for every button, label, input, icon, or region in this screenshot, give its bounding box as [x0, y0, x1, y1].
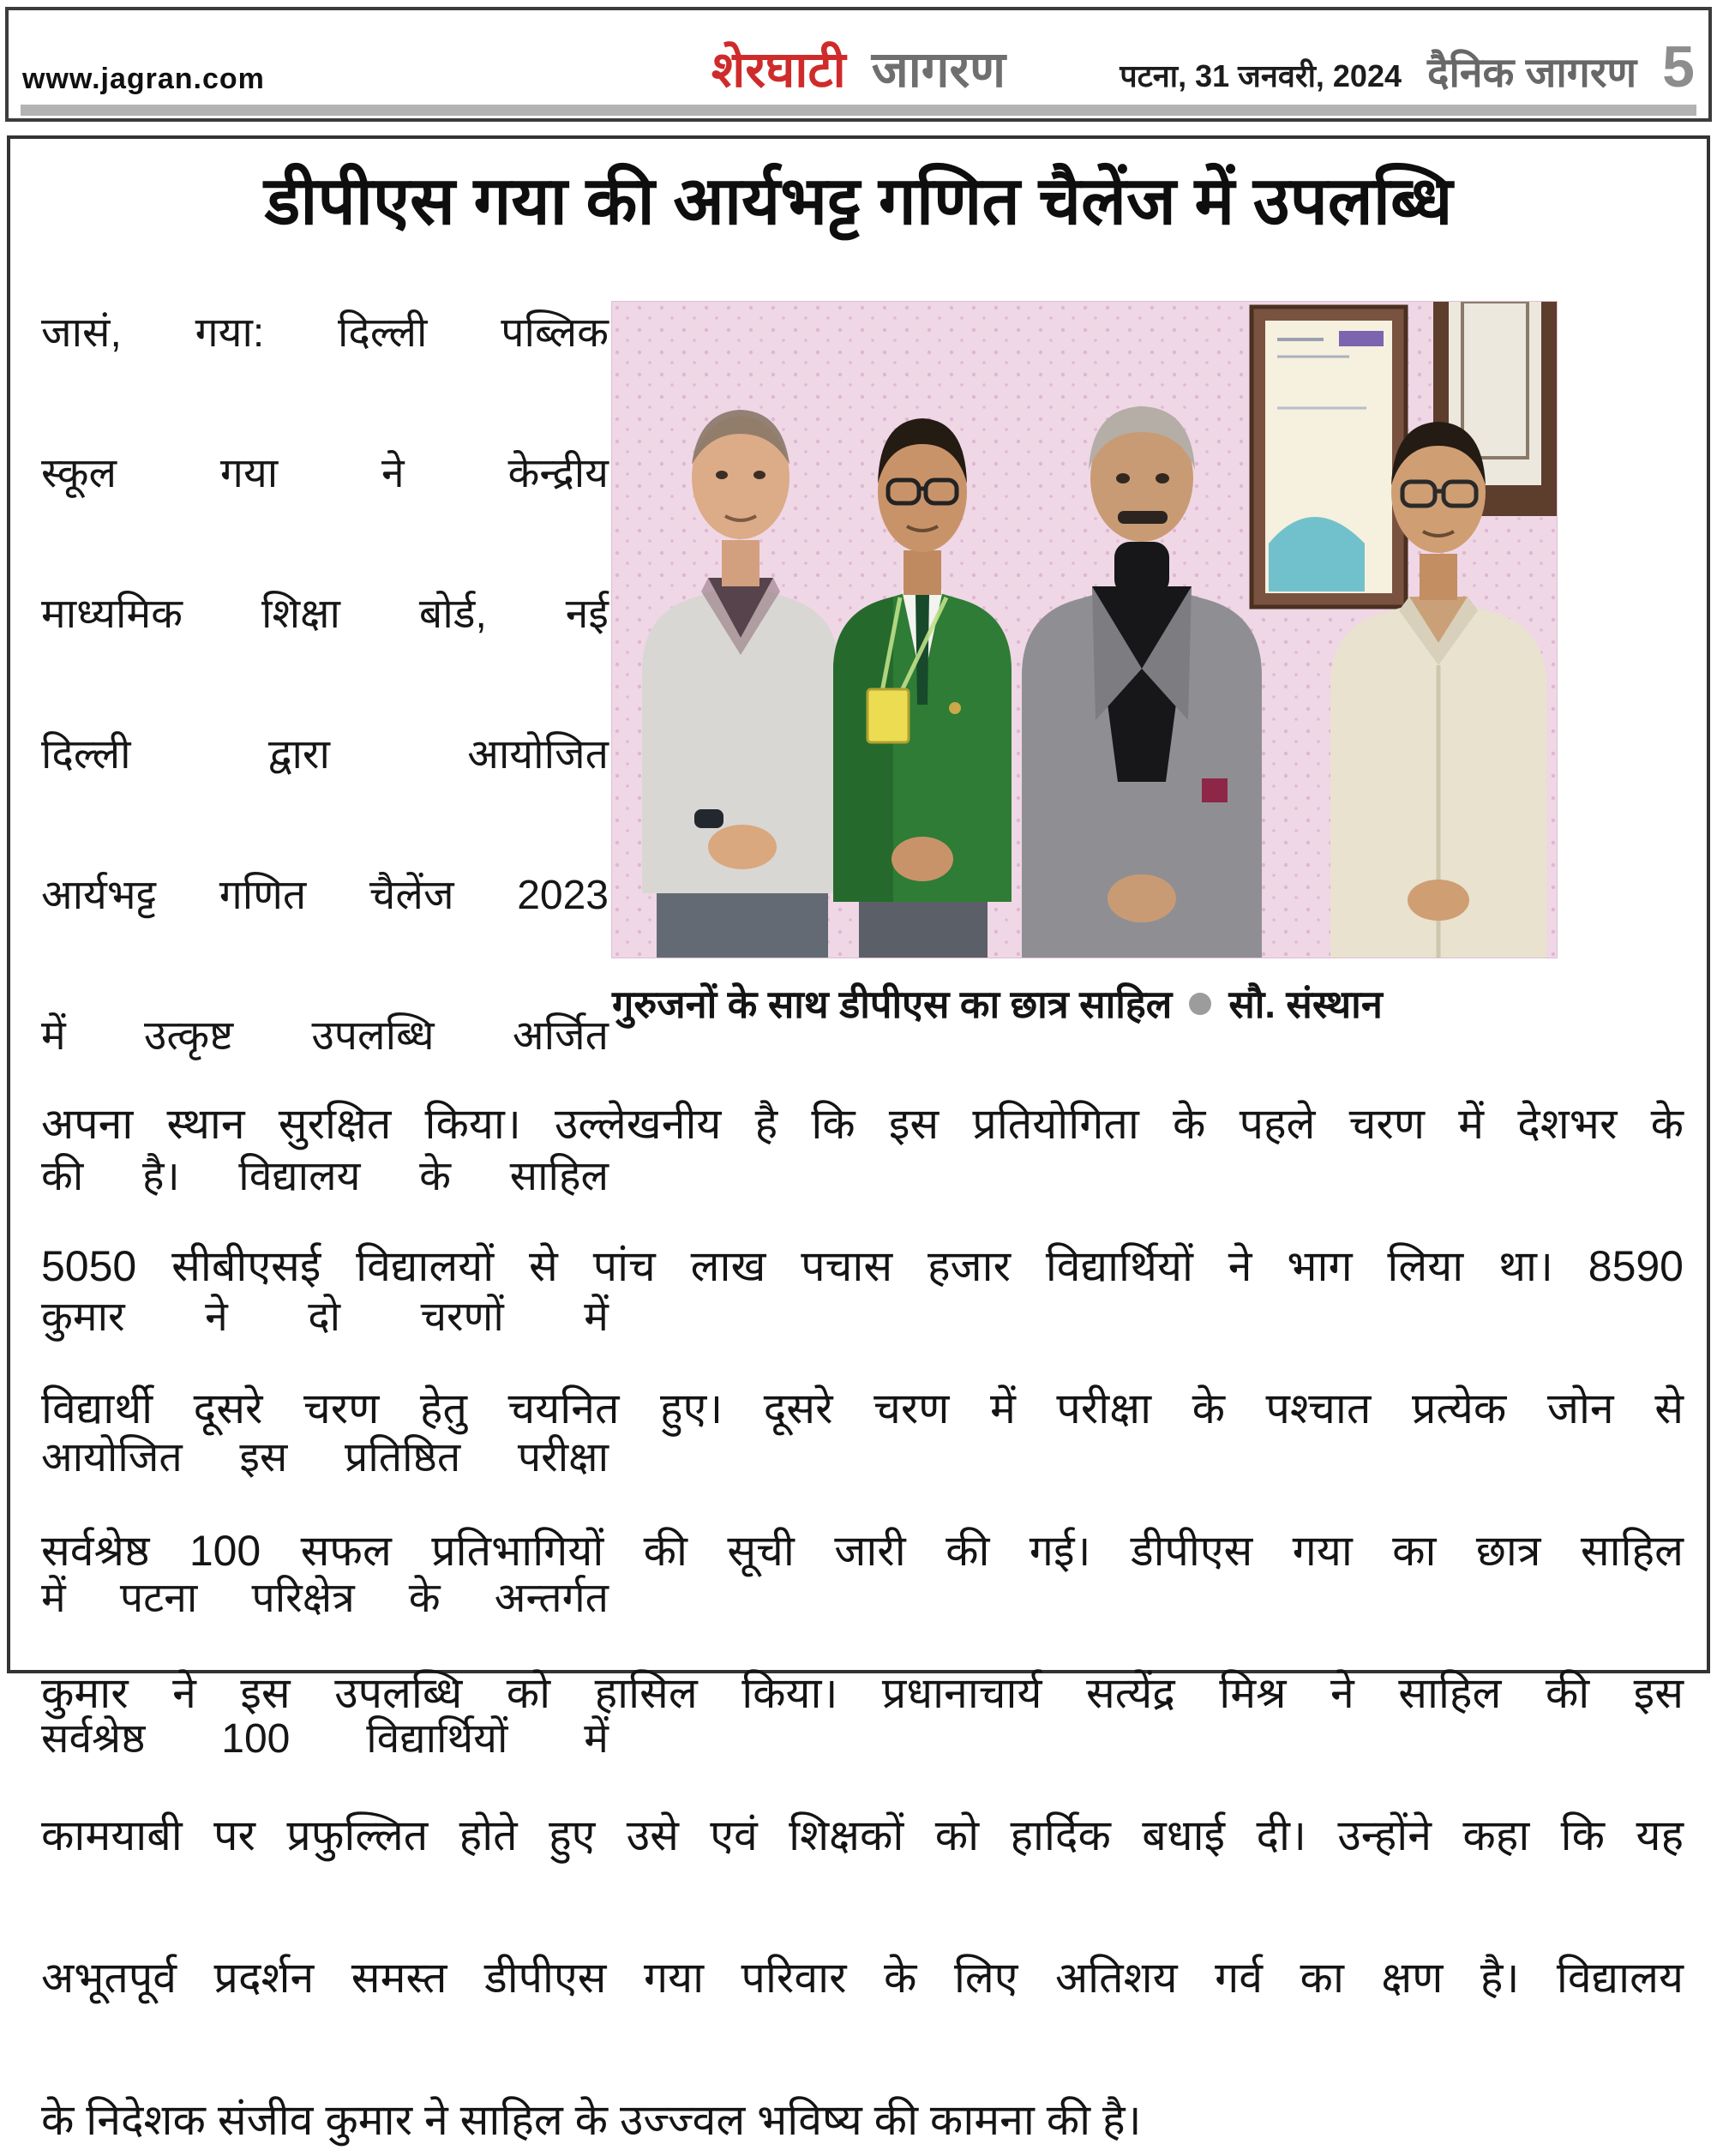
left-column-line: आयोजित इस प्रतिष्ठित परीक्षा — [41, 1435, 609, 1480]
body-line: सर्वश्रेष्ठ 100 सफल प्रतिभागियों की सूची जारी की गई। डीपीएस गया का छात्र साहिल — [41, 1527, 1684, 1575]
article-body — [41, 1089, 1684, 2156]
body-line: अपना स्थान सुरक्षित किया। उल्लेखनीय है कि इस प्रतियोगिता के पहले चरण में देशभर के — [41, 1100, 1684, 1148]
left-column-line: की है। विद्यालय के साहिल — [41, 1154, 609, 1199]
photo-caption: गुरुजनों के साथ डीपीएस का छात्र साहिल — [612, 982, 1173, 1026]
photo-caption-row — [612, 977, 1557, 1030]
left-column-line: स्कूल गया ने केन्द्रीय — [41, 451, 609, 496]
website-url: www.jagran.com — [22, 63, 265, 95]
body-line: के निदेशक संजीव कुमार ने साहिल के उज्ज्वल भविष्य की कामना की है। — [41, 2096, 1142, 2144]
wrist-watch — [694, 809, 723, 828]
article-headline: डीपीएस गया की आर्यभट्ट गणित चैलेंज में उपलब्धि — [264, 163, 1453, 238]
dateline: पटना, 31 जनवरी, 2024 — [1120, 58, 1402, 93]
body-line: विद्यार्थी दूसरे चरण हेतु चयनित हुए। दूसरे चरण में परीक्षा के पश्चात प्रत्येक जोन से — [41, 1384, 1684, 1432]
left-column-line: आर्यभट्ट गणित चैलेंज 2023 — [41, 873, 609, 918]
left-column-line: माध्यमिक शिक्षा बोर्ड, नई — [41, 592, 609, 637]
header-right-group — [1120, 34, 1695, 99]
left-column-line: में उत्कृष्ट उपलब्धि अर्जित — [41, 1013, 609, 1059]
left-column-line: दिल्ली द्वारा आयोजित — [41, 732, 609, 778]
edition-name: शेरघाटी — [711, 42, 846, 98]
paper-name: दैनिक जागरण — [1427, 51, 1637, 96]
edition-suffix: जागरण — [871, 42, 1006, 98]
id-badge — [868, 689, 909, 742]
body-line: कुमार ने इस उपलब्धि को हासिल किया। प्रधानाचार्य सत्येंद्र मिश्र ने साहिल की इस — [41, 1669, 1684, 1717]
newspaper-header — [5, 7, 1712, 122]
body-line: 5050 सीबीएसई विद्यालयों से पांच लाख पचास हजार विद्यार्थियों ने भाग लिया था। 8590 — [41, 1242, 1684, 1290]
certificate-frame — [1252, 307, 1406, 607]
left-column-line: कुमार ने दो चरणों में — [41, 1294, 609, 1340]
article-clipping — [7, 135, 1710, 2144]
left-column-line: में पटना परिक्षेत्र के अन्तर्गत — [41, 1576, 609, 1621]
header-divider-bar — [21, 105, 1696, 116]
left-column-line: सर्वश्रेष्ठ 100 विद्यार्थियों में — [41, 1716, 609, 1762]
group-photo — [612, 302, 1557, 958]
edition-masthead — [711, 33, 1006, 101]
body-line: कामयाबी पर प्रफुल्लित होते हुए उसे एवं शिक्षकों को हार्दिक बधाई दी। उन्होंने कहा कि यह — [41, 1811, 1684, 1859]
group-photo-illustration — [612, 302, 1557, 958]
pocket-square — [1202, 778, 1228, 802]
left-column-line: जासं, गया: दिल्ली पब्लिक — [41, 310, 609, 356]
body-line: अभूतपूर्व प्रदर्शन समस्त डीपीएस गया परिवार के लिए अतिशय गर्व का क्षण है। विद्यालय — [41, 1954, 1684, 2002]
page-number: 5 — [1662, 34, 1695, 99]
photo-credit-bullet — [1189, 993, 1211, 1015]
photo-credit: सौ. संस्थान — [1228, 982, 1383, 1026]
mustache — [1118, 511, 1168, 524]
